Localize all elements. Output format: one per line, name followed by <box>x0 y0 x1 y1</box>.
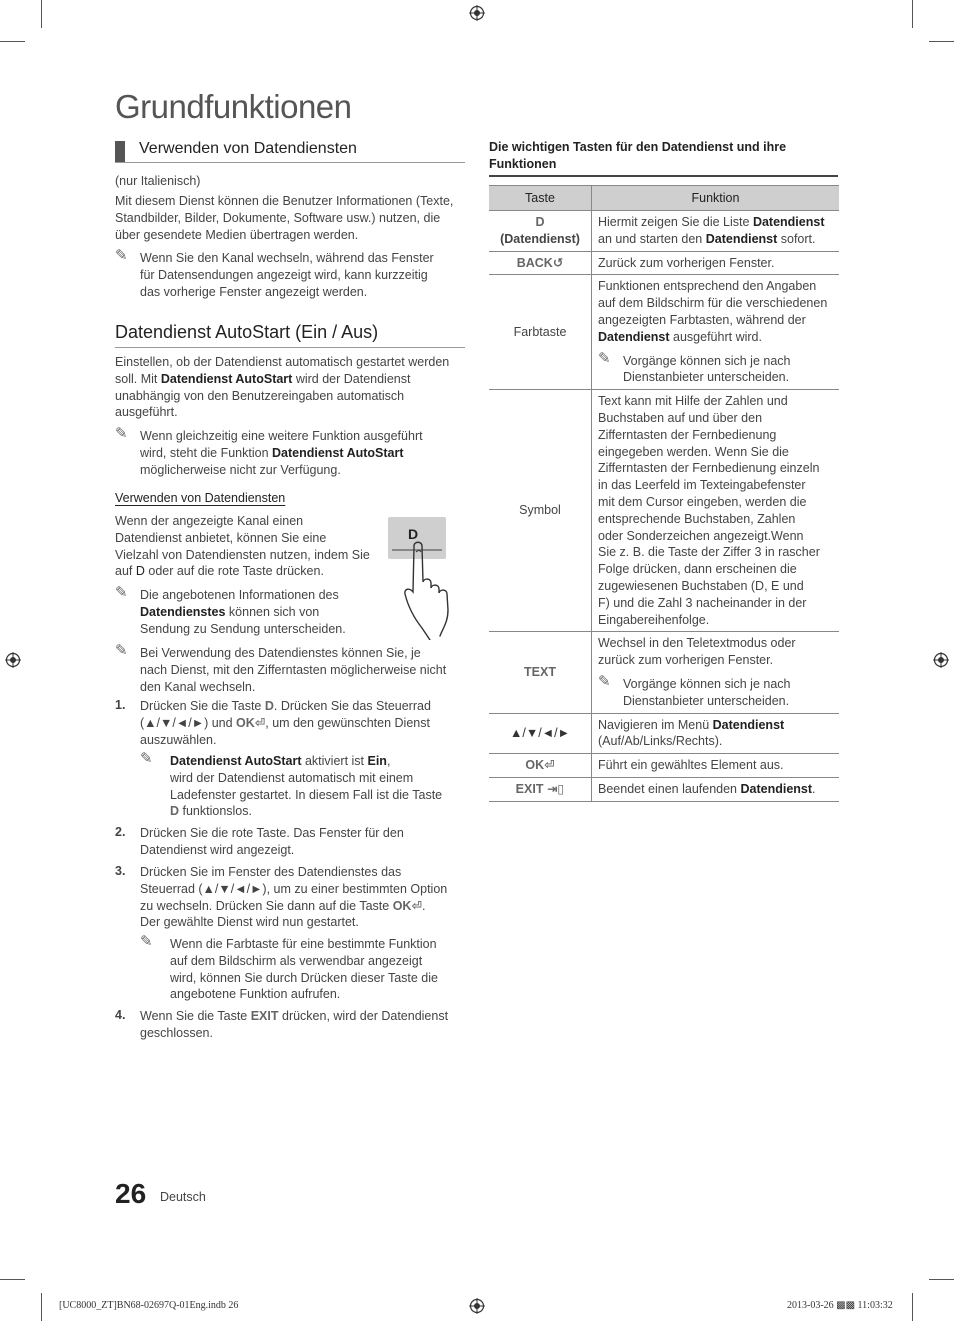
text-span: Hiermit zeigen Sie die Liste <box>598 215 753 229</box>
text-span: (▲/▼/◄/►) und <box>140 715 237 730</box>
pencil-note-icon: ✎ <box>140 750 153 767</box>
text-line: eingegeben werden. Wenn Sie die <box>598 444 789 459</box>
text-span: oder auf die rote Taste drücken. <box>144 564 324 579</box>
column-header-function: Funktion <box>592 186 840 211</box>
text-span: . Drücken Sie das Steuerrad <box>273 699 431 713</box>
function-cell <box>592 275 840 390</box>
text-line: Wenn die Farbtaste für eine bestimmte Funktion <box>170 937 437 951</box>
text-line: auf dem Bildschirm für die verschiedenen <box>598 296 828 311</box>
text-span: Beendet einen laufenden <box>598 781 741 796</box>
bold-term: Datendienst <box>705 231 778 246</box>
key-cell <box>489 754 592 778</box>
key-cell: ▲/▼/◄/► <box>489 713 592 754</box>
function-cell <box>592 632 840 713</box>
key-label: (Datendienst) <box>500 231 580 246</box>
text-span: wird, steht die Funktion <box>140 445 273 460</box>
text-line <box>115 563 370 580</box>
bold-term: Datendienst <box>752 215 825 229</box>
bold-term: Datendienst AutoStart <box>272 445 404 460</box>
table-row <box>489 713 839 754</box>
inline-note <box>598 349 835 387</box>
usage-heading: Verwenden von Datendiensten <box>115 491 286 505</box>
text-line: das vorherige Fenster angezeigt werden. <box>140 284 368 299</box>
text-line: Vorgänge können sich je nach <box>623 353 791 368</box>
bold-term: Datendienstes <box>140 604 226 619</box>
note-autostart <box>140 428 423 478</box>
text-line: zugewiesenen Buchstaben (D, E und <box>598 578 804 593</box>
intro-paragraph <box>115 193 453 243</box>
crop-mark <box>41 0 42 28</box>
text-span: sofort. <box>777 231 816 246</box>
bold-term: Datendienst <box>712 717 785 732</box>
table-row <box>489 211 839 252</box>
page-language: Deutsch <box>160 1190 206 1204</box>
text-line <box>140 445 423 462</box>
step-4-text <box>140 1008 448 1042</box>
crop-mark <box>912 1293 913 1321</box>
text-line: unabhängig von den Benutzereingaben automatisch <box>115 388 405 403</box>
text-line: Datendienst anbietet, können Sie eine <box>115 530 327 545</box>
text-line: Buchstaben auf und über den <box>598 410 763 425</box>
text-line <box>598 231 835 248</box>
key-cell <box>489 251 592 275</box>
text-span: , um den gewünschten Dienst <box>265 715 430 730</box>
table-row <box>489 632 839 713</box>
text-span: Drücken Sie die Taste <box>140 699 265 713</box>
pencil-note-icon: ✎ <box>115 642 128 659</box>
key-label: D <box>135 564 145 579</box>
function-cell <box>592 713 840 754</box>
pencil-note-icon: ✎ <box>598 349 611 367</box>
section-heading: Verwenden von Datendiensten <box>139 140 357 157</box>
step-number: 4. <box>115 1008 126 1022</box>
step-1-note <box>170 753 442 820</box>
key-label: D <box>535 215 545 229</box>
text-line: geschlossen. <box>140 1025 213 1040</box>
autostart-paragraph <box>115 354 449 421</box>
text-line <box>598 214 835 231</box>
crop-mark <box>929 1279 954 1280</box>
note-data-info <box>140 587 346 637</box>
text-span: soll. Mit <box>115 371 161 386</box>
return-arrow-icon: ↺ <box>552 255 564 270</box>
key-label: OK <box>236 715 255 730</box>
text-line: Funktionen <box>489 156 557 171</box>
text-line: zurück zum vorherigen Fenster. <box>598 653 774 668</box>
text-line: Text kann mit Hilfe der Zahlen und <box>598 394 788 409</box>
text-line: wird der Datendienst automatisch mit einem <box>170 770 414 785</box>
column-header-key: Taste <box>489 186 592 211</box>
text-line <box>140 1008 448 1025</box>
text-line <box>170 803 442 820</box>
text-line: (Auf/Ab/Links/Rechts). <box>598 734 723 749</box>
text-line: Wechsel in den Teletextmodus oder <box>598 636 796 651</box>
text-line <box>140 604 346 621</box>
key-cell <box>489 777 592 801</box>
key-label: D <box>264 699 274 713</box>
key-cell: Farbtaste <box>489 275 592 390</box>
text-line: für Datensendungen angezeigt wird, kann kurzzeitig <box>140 267 428 282</box>
registration-mark-icon <box>933 652 949 668</box>
bold-term: Datendienst <box>740 781 813 796</box>
text-span: wird der Datendienst <box>292 371 411 386</box>
note-channel-keys <box>140 645 446 695</box>
pointing-hand-icon <box>400 540 468 640</box>
crop-mark <box>929 41 954 42</box>
italian-note: (nur Italienisch) <box>115 174 201 188</box>
text-line: wird, können Sie durch Drücken dieser Taste die <box>170 970 438 985</box>
function-cell <box>592 390 840 632</box>
text-line: auf dem Bildschirm als verwendbar angezeigt <box>170 953 423 968</box>
text-line: Ladefenster gestartet. In diesem Fall ist die Taste <box>170 787 443 802</box>
text-line: Standbilder, Bilder, Dokumente, Software usw.) nutzen, die <box>115 210 441 225</box>
footer-file-info: [UC8000_ZT]BN68-02697Q-01Eng.indb 26 <box>59 1300 239 1311</box>
text-line: Steuerrad (▲/▼/◄/►), um zu einer bestimmten Option <box>140 881 448 896</box>
table-row <box>489 275 839 390</box>
function-cell <box>592 211 840 252</box>
text-line <box>140 698 431 715</box>
table-row <box>489 390 839 632</box>
text-line <box>598 329 835 346</box>
text-span: Navigieren im Menü <box>598 717 713 732</box>
text-line: Vorgänge können sich je nach <box>623 676 791 691</box>
text-line: Sendung zu Sendung unterscheiden. <box>140 621 346 636</box>
text-line: mit dem Cursor eingeben, werden die <box>598 494 807 509</box>
step-3-text <box>140 864 447 931</box>
text-span: auf <box>115 564 136 579</box>
bold-term: Datendienst AutoStart <box>170 754 302 768</box>
key-label: OK <box>525 758 545 773</box>
key-label: OK <box>392 898 412 913</box>
text-line: Zifferntasten der Fernbedienung <box>598 427 777 442</box>
function-cell <box>592 777 840 801</box>
step-1-text <box>140 698 431 748</box>
crop-mark <box>0 1279 25 1280</box>
text-line: Eingabereihenfolge. <box>598 612 710 627</box>
exit-door-icon: ⇥▯ <box>546 781 565 796</box>
section-marker <box>115 141 125 162</box>
bold-term: Ein <box>367 754 387 768</box>
crop-mark <box>0 41 25 42</box>
pencil-note-icon: ✎ <box>115 425 128 442</box>
text-line: Drücken Sie die rote Taste. Das Fenster für den <box>140 826 404 840</box>
text-line: Wenn Sie den Kanal wechseln, während das Fenster <box>140 251 434 265</box>
enter-key-icon: ⏎ <box>544 758 555 773</box>
text-line: Funktionen entsprechend den Angaben <box>598 279 817 294</box>
table-row <box>489 251 839 275</box>
text-span: aktiviert ist <box>301 754 368 768</box>
bold-term: Datendienst AutoStart <box>160 371 293 386</box>
text-line: angebotene Funktion aufrufen. <box>170 987 341 1002</box>
text-line: Drücken Sie im Fenster des Datendienstes das <box>140 865 402 879</box>
step-2-text <box>140 825 404 859</box>
registration-mark-icon <box>469 1298 485 1314</box>
key-cell <box>489 211 592 252</box>
text-line: Dienstanbieter unterscheiden. <box>623 693 790 708</box>
text-line: möglicherweise nicht zur Verfügung. <box>140 462 341 477</box>
text-line: entsprechende Buchstaben, Zahlen <box>598 511 796 526</box>
text-line <box>140 715 431 732</box>
table-row <box>489 777 839 801</box>
pencil-note-icon: ✎ <box>598 672 611 690</box>
text-line: Datendienst wird angezeigt. <box>140 842 295 857</box>
text-line: in das Leerfeld im Texteingabefenster <box>598 478 806 493</box>
key-cell: TEXT <box>489 632 592 713</box>
text-span: funktionslos. <box>179 804 252 819</box>
crop-mark <box>41 1293 42 1321</box>
step-number: 3. <box>115 864 126 878</box>
text-line: auszuwählen. <box>140 732 217 747</box>
enter-key-icon: ⏎ <box>411 898 422 913</box>
text-line: Mit diesem Dienst können die Benutzer Informationen (Texte, <box>115 194 454 208</box>
text-span: können sich von <box>225 604 320 619</box>
table-header-row <box>489 186 839 211</box>
key-cell: Symbol <box>489 390 592 632</box>
text-line: ausgeführt. <box>115 405 178 420</box>
enter-key-icon: ⏎ <box>254 715 266 730</box>
key-function-table <box>489 185 839 802</box>
note-channel-change <box>140 250 434 300</box>
text-span: ausgeführt wird. <box>669 329 762 344</box>
text-line <box>140 898 447 915</box>
section-divider <box>115 162 465 163</box>
crop-mark <box>912 0 913 28</box>
function-cell: Zurück zum vorherigen Fenster. <box>592 251 840 275</box>
text-line: den Kanal wechseln. <box>140 679 256 694</box>
registration-mark-icon <box>469 5 485 21</box>
text-line: Der gewählte Dienst wird nun gestartet. <box>140 915 359 930</box>
text-line: Wenn gleichzeitig eine weitere Funktion ausgeführt <box>140 429 423 443</box>
text-line: Zifferntasten der Fernbedienung einzeln <box>598 461 820 476</box>
subsection-heading: Datendienst AutoStart (Ein / Aus) <box>115 322 379 342</box>
registration-mark-icon <box>5 652 21 668</box>
usage-paragraph <box>115 513 370 580</box>
table-caption <box>489 139 834 172</box>
text-line <box>170 753 442 770</box>
text-span: . <box>812 781 816 796</box>
step-3-note <box>170 936 438 1003</box>
key-label: D <box>170 804 180 819</box>
page-number: 26 <box>115 1178 147 1209</box>
text-line: über gesendete Medien übertragen werden. <box>115 227 359 242</box>
text-line: Die wichtigen Tasten für den Datendienst und ihre <box>489 140 787 154</box>
text-line: Dienstanbieter unterscheiden. <box>623 370 790 385</box>
text-span: , <box>386 754 391 768</box>
pencil-note-icon: ✎ <box>115 247 128 264</box>
text-line: Sie z. B. die Taste der Ziffer 3 in rascher <box>598 545 820 560</box>
text-span: an und starten den <box>598 231 706 246</box>
text-span: Wenn Sie die Taste <box>140 1009 251 1023</box>
footer-timestamp: 2013-03-26 ▩▩ 11:03:32 <box>787 1300 893 1311</box>
key-label: EXIT <box>250 1009 279 1023</box>
text-line <box>598 717 835 734</box>
pencil-note-icon: ✎ <box>140 933 153 950</box>
text-line: angezeigten Farbtasten, während der <box>598 312 806 327</box>
d-button-label: D <box>408 526 419 542</box>
chapter-title: Grundfunktionen <box>115 88 352 125</box>
key-label: BACK <box>516 255 553 270</box>
step-number: 1. <box>115 698 126 712</box>
pencil-note-icon: ✎ <box>115 584 128 601</box>
text-line: oder Sonderzeichen angezeigt.Wenn <box>598 528 804 543</box>
table-row <box>489 754 839 778</box>
text-span: zu wechseln. Drücken Sie dann auf die Taste <box>140 898 393 913</box>
text-line: nach Dienst, mit den Zifferntasten möglicherweise nicht <box>140 662 447 677</box>
inline-note <box>598 672 835 710</box>
text-line <box>115 371 449 388</box>
text-line: Vielzahl von Datendiensten nutzen, indem Sie <box>115 547 370 562</box>
text-line: Einstellen, ob der Datendienst automatisch gestartet werden <box>115 355 450 369</box>
text-line: F) und die Zahl 3 nacheinander in der <box>598 595 807 610</box>
text-span: . <box>421 898 426 913</box>
key-label: EXIT <box>515 781 544 796</box>
text-line: Wenn der angezeigte Kanal einen <box>115 514 304 528</box>
text-line: Folge drücken, dann erscheinen die <box>598 562 797 577</box>
text-line: Die angebotenen Informationen des <box>140 588 339 602</box>
text-span: drücken, wird der Datendienst <box>278 1009 449 1023</box>
caption-divider <box>489 175 838 177</box>
subsection-divider <box>115 347 465 348</box>
bold-term: Datendienst <box>598 329 670 344</box>
function-cell: Führt ein gewähltes Element aus. <box>592 754 840 778</box>
text-line: Bei Verwendung des Datendienstes können Sie, je <box>140 646 421 660</box>
step-number: 2. <box>115 825 126 839</box>
